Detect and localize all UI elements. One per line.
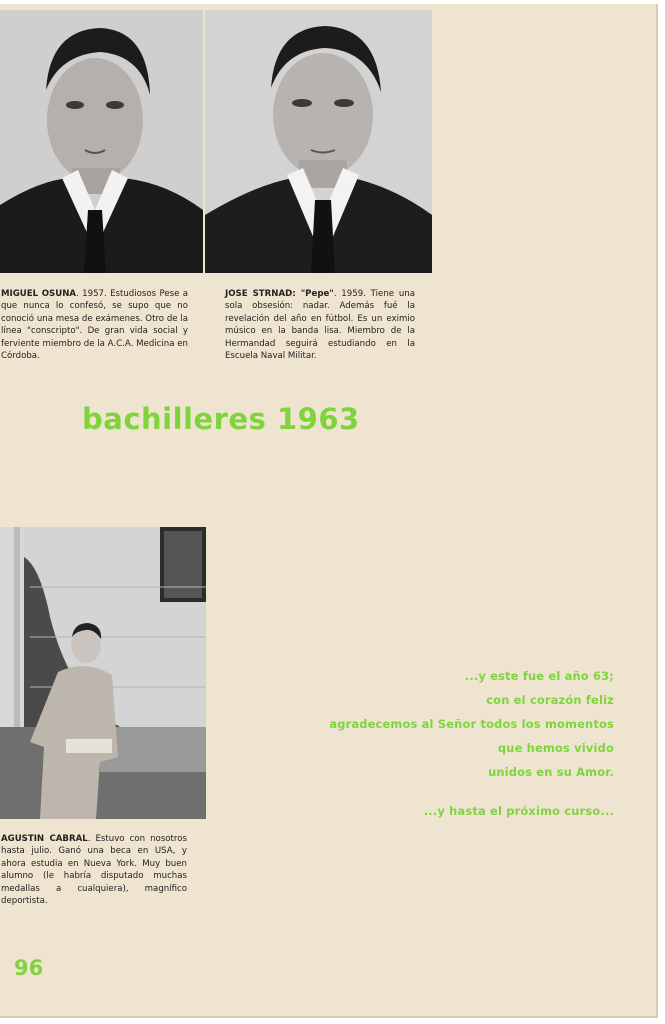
caption-osuna <box>1 288 188 362</box>
verse-line: con el corazón feliz <box>486 693 614 707</box>
closing-verse <box>314 664 614 823</box>
portrait-photo-strnad <box>205 10 432 273</box>
portrait-photo-osuna <box>0 10 203 273</box>
verse-line: ...y este fue el año 63; <box>464 669 614 683</box>
photo-cabral <box>0 527 206 819</box>
verse-line: que hemos vivido <box>497 741 614 755</box>
page-number: 96 <box>14 956 44 980</box>
caption-cabral <box>1 833 187 907</box>
caption-name: MIGUEL OSUNA <box>1 289 77 299</box>
verse-line: unidos en su Amor. <box>488 765 614 779</box>
caption-text: . Estuvo con nosotros hasta julio. Ganó una beca en USA, y ahora estudia en Nueva York. Muy buen alumno (le habría disputado muchas medallas a cualquiera), magnífico deportista. <box>1 834 187 907</box>
caption-strnad <box>225 288 415 362</box>
caption-text: . 1959. Tiene una sola obsesión: nadar. Además fué la revelación del año en fútbol. Es un eximio músico en la banda lisa. Miembro de la Hermandad seguirá estudiando en la Escuela Naval Militar. <box>225 289 415 362</box>
page-heading: bachilleres 1963 <box>82 402 360 436</box>
caption-text: . 1957. Estudiosos Pese a que nunca lo confesó, se supo que no conoció una mesa de exámenes. Otro de la línea "conscripto". De gran vida social y ferviente miembro de la A.C.A. Medicina en Córdoba. <box>1 289 189 362</box>
caption-name: JOSE STRNAD: "Pepe" <box>225 289 334 299</box>
verse-closing: ...y hasta el próximo curso... <box>423 804 614 818</box>
caption-name: AGUSTIN CABRAL <box>1 834 88 844</box>
verse-line: agradecemos al Señor todos los momentos <box>329 717 614 731</box>
yearbook-page <box>0 4 658 1018</box>
